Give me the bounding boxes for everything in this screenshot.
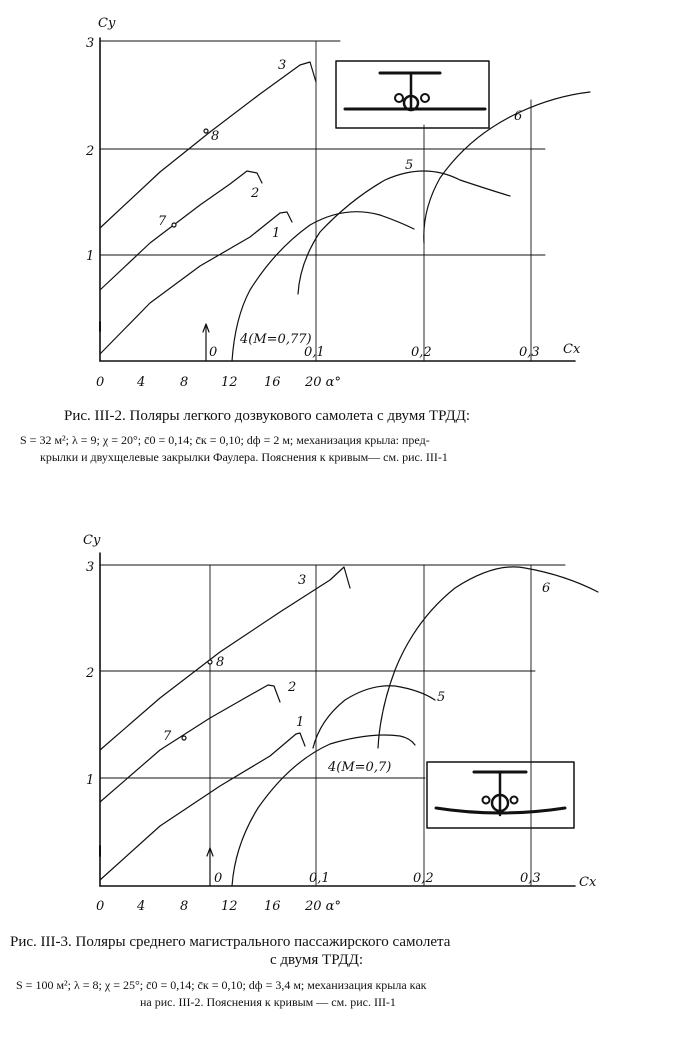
fig3-cx-tick-02: 0,2 xyxy=(413,871,434,886)
figure-iii-2-plot xyxy=(100,38,590,361)
fig2-cx-tick-03: 0,3 xyxy=(519,345,540,360)
fig2-alpha-tick-4: 4 xyxy=(137,375,146,390)
fig3-curve-3 xyxy=(100,567,350,750)
fig3-y-axis-label: Cy xyxy=(83,533,101,548)
fig3-curve-6 xyxy=(378,567,598,748)
fig3-caption-note-2: на рис. III-2. Пояснения к кривым — см. рис. III-1 xyxy=(140,995,396,1009)
fig3-curve-2 xyxy=(100,685,280,802)
fig2-y-axis-label: Cy xyxy=(98,16,116,31)
fig3-y-tick-1: 1 xyxy=(86,773,95,788)
fig2-alpha-tick-16: 16 xyxy=(264,375,281,390)
fig2-curve-6 xyxy=(424,92,590,243)
fig2-caption-note-2: крылки и двухщелевые закрылки Фаулера. Пояснения к кривым— см. рис. III-1 xyxy=(40,450,448,464)
fig3-alpha-tick-8: 8 xyxy=(180,899,189,914)
fig3-caption-title-2: с двумя ТРДД: xyxy=(270,952,364,968)
fig3-cx-tick-01: 0,1 xyxy=(309,871,330,886)
fig2-alpha-tick-20: 20 α° xyxy=(305,375,341,390)
fig3-marker-8 xyxy=(208,660,212,664)
fig3-curve-label-1: 1 xyxy=(296,715,305,730)
fig3-alpha-tick-12: 12 xyxy=(221,899,238,914)
fig2-curve-label-6: 6 xyxy=(514,109,523,124)
fig2-curve-label-7: 7 xyxy=(158,214,167,229)
fig3-alpha-tick-20: 20 α° xyxy=(305,899,341,914)
fig2-cx-tick-0: 0 xyxy=(209,345,218,360)
fig3-curve-label-8: 8 xyxy=(216,655,225,670)
fig2-curve-label-1: 1 xyxy=(272,226,281,241)
fig3-alpha-tick-16: 16 xyxy=(264,899,281,914)
fig3-curve-label-3: 3 xyxy=(298,573,307,588)
fig2-caption-note-1: S = 32 м²; λ = 9; χ = 20°; c̄0 = 0,14; c̄к = 0,10; dф = 2 м; механизация крыла: пред- xyxy=(20,433,430,447)
fig2-aircraft-inset xyxy=(336,61,489,128)
fig2-curve-5 xyxy=(298,171,510,294)
fig2-alpha-tick-0: 0 xyxy=(96,375,105,390)
fig2-cx-tick-02: 0,2 xyxy=(411,345,432,360)
fig3-curve-label-6: 6 xyxy=(542,581,551,596)
fig3-curve-label-7: 7 xyxy=(163,729,172,744)
fig2-y-tick-3: 3 xyxy=(86,36,95,51)
fig3-curve-label-5: 5 xyxy=(437,690,446,705)
fig3-caption-note-1: S = 100 м²; λ = 8; χ = 25°; c̄0 = 0,14; c̄к = 0,10; dф = 3,4 м; механизация крыла как xyxy=(16,978,427,992)
fig3-alpha-tick-4: 4 xyxy=(137,899,146,914)
fig3-curve-label-4: 4(M=0,7) xyxy=(328,760,392,775)
fig3-cx-tick-0: 0 xyxy=(214,871,223,886)
fig2-curve-label-4: 4(M=0,77) xyxy=(240,332,312,347)
fig2-curve-label-5: 5 xyxy=(405,158,414,173)
fig2-cx-tick-01: 0,1 xyxy=(304,345,325,360)
fig2-marker-7 xyxy=(172,223,176,227)
figure-iii-3-plot xyxy=(100,553,598,886)
fig3-aircraft-inset xyxy=(427,762,574,828)
fig3-curve-4 xyxy=(232,735,415,886)
fig3-y-tick-3: 3 xyxy=(86,560,95,575)
fig3-marker-7 xyxy=(182,736,186,740)
fig2-x-axis-label: Cx xyxy=(563,342,581,357)
fig3-y-tick-2: 2 xyxy=(86,666,95,681)
fig2-curve-label-2: 2 xyxy=(251,186,260,201)
fig2-caption-title: Рис. III-2. Поляры легкого дозвукового самолета с двумя ТРДД: xyxy=(64,408,471,424)
fig3-curve-1 xyxy=(100,733,305,880)
fig2-alpha-tick-12: 12 xyxy=(221,375,238,390)
fig2-curve-label-8: 8 xyxy=(211,129,220,144)
fig3-alpha-tick-0: 0 xyxy=(96,899,105,914)
fig2-curve-2 xyxy=(100,171,262,290)
fig3-curve-5 xyxy=(313,686,435,748)
fig3-cx-tick-03: 0,3 xyxy=(520,871,541,886)
fig2-curve-label-3: 3 xyxy=(278,58,287,73)
fig2-y-tick-1: 1 xyxy=(86,249,95,264)
fig2-alpha-tick-8: 8 xyxy=(180,375,189,390)
fig3-caption-title-1: Рис. III-3. Поляры среднего магистрального пассажирского самолета xyxy=(10,934,451,950)
fig2-curve-3 xyxy=(100,62,316,228)
fig3-x-axis-label: Cx xyxy=(579,875,597,890)
fig2-y-tick-2: 2 xyxy=(86,144,95,159)
fig2-marker-8 xyxy=(204,129,208,133)
fig3-curve-label-2: 2 xyxy=(288,680,297,695)
